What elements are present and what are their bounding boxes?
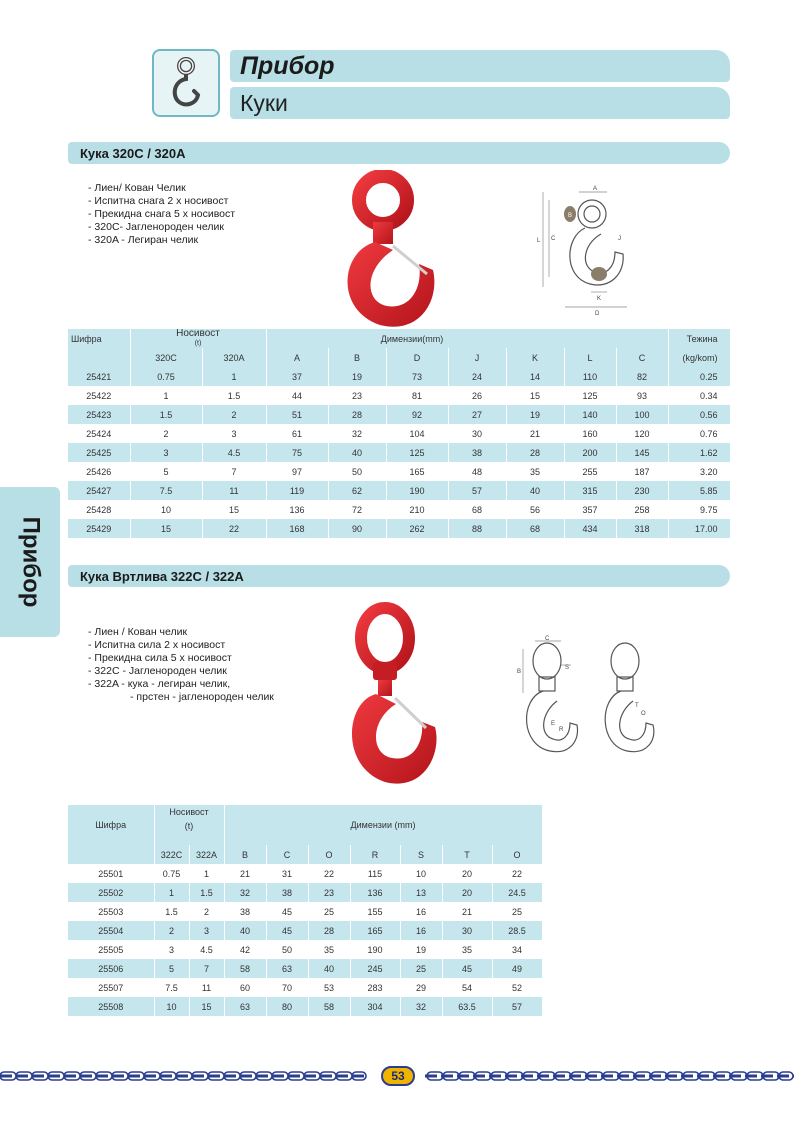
table-row [68, 443, 730, 462]
table-cell: 304 [350, 997, 400, 1016]
capacity-label: Носивост [169, 807, 209, 817]
list-item: - Прекидна снага 5 х носивост [88, 208, 235, 221]
dim-label: D [595, 311, 600, 317]
table-cell: 23 [308, 883, 350, 902]
dim-label: B [568, 213, 573, 219]
table-cell: 3 [202, 424, 266, 443]
table-cell: 40 [328, 443, 386, 462]
table-cell: 200 [564, 443, 616, 462]
table-cell: 1.5 [154, 902, 189, 921]
table-cell: 11 [202, 481, 266, 500]
table-cell: 53 [308, 978, 350, 997]
table-cell: 104 [386, 424, 448, 443]
table-row [68, 519, 730, 538]
table-cell: 22 [492, 864, 542, 883]
table-cell: 97 [266, 462, 328, 481]
col-header-dimensions: Димензии (mm) [224, 805, 542, 845]
list-item: - 322A - кука - легиран челик, [88, 678, 274, 691]
col-header-blank [68, 845, 154, 864]
table-cell: 25 [492, 902, 542, 921]
table-cell: 82 [616, 367, 668, 386]
table-body-322 [68, 864, 542, 1016]
table-cell: 28 [328, 405, 386, 424]
dim-label: C [545, 636, 550, 642]
table-cell: 258 [616, 500, 668, 519]
table-cell: 283 [350, 978, 400, 997]
dim-label: C [551, 236, 556, 242]
dim-label: J [618, 236, 621, 242]
table-cell: 5.85 [668, 481, 730, 500]
table-cell: 57 [492, 997, 542, 1016]
col-subheader: R [350, 845, 400, 864]
table-cell: 31 [266, 864, 308, 883]
table-cell: 40 [506, 481, 564, 500]
table-cell: 19 [506, 405, 564, 424]
table-row [68, 500, 730, 519]
table-row [68, 940, 542, 959]
table-cell: 2 [154, 921, 189, 940]
table-cell: 44 [266, 386, 328, 405]
table-cell: 25427 [68, 481, 130, 500]
table-cell: 110 [564, 367, 616, 386]
dim-label: K [597, 296, 602, 302]
capacity-unit: (t) [184, 821, 194, 831]
table-cell: 57 [448, 481, 506, 500]
capacity-label: Носивост [176, 328, 220, 339]
table-cell: 155 [350, 902, 400, 921]
table-cell: 434 [564, 519, 616, 538]
table-cell: 80 [266, 997, 308, 1016]
table-cell: 28 [308, 921, 350, 940]
table-cell: 35 [442, 940, 492, 959]
table-cell: 25505 [68, 940, 154, 959]
table-cell: 1 [202, 367, 266, 386]
list-item: - прстен - јагленороден челик [130, 691, 274, 703]
section-title-320-text: Кука 320C / 320A [80, 145, 186, 161]
table-cell: 28.5 [492, 921, 542, 940]
table-cell: 42 [224, 940, 266, 959]
table-cell: 27 [448, 405, 506, 424]
table-cell: 0.76 [668, 424, 730, 443]
table-cell: 81 [386, 386, 448, 405]
table-cell: 25502 [68, 883, 154, 902]
table-cell: 68 [448, 500, 506, 519]
table-cell: 1.5 [202, 386, 266, 405]
table-cell: 4.5 [202, 443, 266, 462]
col-header-dimensions: Димензии(mm) [266, 329, 668, 348]
table-cell: 25428 [68, 500, 130, 519]
table-cell: 10 [400, 864, 442, 883]
list-item: - 320C- Јагленороден челик [88, 221, 235, 234]
col-subheader: K [506, 348, 564, 367]
table-cell: 136 [350, 883, 400, 902]
col-subheader: (kg/kom) [668, 348, 730, 367]
table-cell: 58 [308, 997, 350, 1016]
list-item: - Испитна снага 2 х носивост [88, 195, 235, 208]
table-cell: 230 [616, 481, 668, 500]
table-cell: 187 [616, 462, 668, 481]
col-header-blank [68, 348, 130, 367]
list-item: - Испитна сила 2 х носивост [88, 639, 274, 652]
table-cell: 245 [350, 959, 400, 978]
table-row [68, 481, 730, 500]
dim-label: A [593, 186, 598, 192]
table-cell: 19 [328, 367, 386, 386]
table-cell: 51 [266, 405, 328, 424]
table-cell: 7.5 [130, 481, 202, 500]
chain-decoration-left [0, 1069, 370, 1083]
table-cell: 20 [442, 883, 492, 902]
table-row [68, 405, 730, 424]
table-cell: 9.75 [668, 500, 730, 519]
table-cell: 125 [564, 386, 616, 405]
feature-list-320 [88, 182, 235, 247]
col-header-weight: Тежина [668, 329, 730, 348]
table-cell: 25506 [68, 959, 154, 978]
table-cell: 165 [386, 462, 448, 481]
table-cell: 60 [224, 978, 266, 997]
table-cell: 1 [154, 883, 189, 902]
table-cell: 45 [266, 921, 308, 940]
table-cell: 262 [386, 519, 448, 538]
col-subheader: L [564, 348, 616, 367]
table-cell: 357 [564, 500, 616, 519]
col-header-code: Шифра [68, 329, 130, 348]
table-cell: 318 [616, 519, 668, 538]
table-cell: 35 [506, 462, 564, 481]
table-cell: 40 [308, 959, 350, 978]
dim-label: S [565, 665, 570, 671]
dim-label: R [559, 727, 564, 733]
col-header-capacity [154, 805, 224, 845]
table-row [68, 978, 542, 997]
col-header-capacity [130, 329, 266, 348]
table-cell: 13 [400, 883, 442, 902]
table-cell: 11 [189, 978, 224, 997]
table-cell: 63 [266, 959, 308, 978]
swivel-hook-dimension-drawing [515, 635, 675, 770]
table-row [68, 921, 542, 940]
col-subheader: 320C [130, 348, 202, 367]
eye-hook-photo [335, 170, 455, 335]
table-cell: 25429 [68, 519, 130, 538]
side-tab-label: Прибор [17, 516, 44, 608]
table-cell: 35 [308, 940, 350, 959]
table-cell: 70 [266, 978, 308, 997]
section-title-322-text: Кука Вртлива 322C / 322A [80, 568, 244, 584]
table-cell: 24 [448, 367, 506, 386]
table-cell: 90 [328, 519, 386, 538]
table-cell: 68 [506, 519, 564, 538]
table-cell: 88 [448, 519, 506, 538]
table-cell: 16 [400, 921, 442, 940]
col-subheader: D [386, 348, 448, 367]
table-cell: 29 [400, 978, 442, 997]
table-cell: 25508 [68, 997, 154, 1016]
table-cell: 21 [442, 902, 492, 921]
page-number [381, 1066, 415, 1086]
page-title: Прибор [240, 51, 335, 80]
list-item: - 320A - Легиран челик [88, 234, 235, 247]
table-cell: 14 [506, 367, 564, 386]
table-cell: 75 [266, 443, 328, 462]
table-cell: 50 [328, 462, 386, 481]
table-cell: 15 [202, 500, 266, 519]
col-subheader: J [448, 348, 506, 367]
table-cell: 17.00 [668, 519, 730, 538]
table-cell: 15 [506, 386, 564, 405]
table-cell: 10 [154, 997, 189, 1016]
table-cell: 54 [442, 978, 492, 997]
table-cell: 38 [224, 902, 266, 921]
section-title-320 [68, 142, 730, 164]
table-cell: 32 [328, 424, 386, 443]
table-cell: 25 [400, 959, 442, 978]
table-cell: 7 [189, 959, 224, 978]
list-item: - Лиен / Кован челик [88, 626, 274, 639]
page-subtitle: Куки [240, 89, 288, 116]
dim-label: E [551, 721, 556, 727]
col-subheader: O [492, 845, 542, 864]
section-title-322 [68, 565, 730, 587]
table-cell: 1 [189, 864, 224, 883]
table-cell: 25 [308, 902, 350, 921]
table-cell: 160 [564, 424, 616, 443]
col-subheader: C [266, 845, 308, 864]
table-cell: 5 [154, 959, 189, 978]
table-cell: 52 [492, 978, 542, 997]
table-cell: 19 [400, 940, 442, 959]
table-cell: 24.5 [492, 883, 542, 902]
table-cell: 0.56 [668, 405, 730, 424]
table-cell: 34 [492, 940, 542, 959]
table-cell: 25423 [68, 405, 130, 424]
feature-list-322 [88, 626, 274, 704]
table-cell: 61 [266, 424, 328, 443]
col-subheader: T [442, 845, 492, 864]
table-cell: 0.75 [130, 367, 202, 386]
table-cell: 49 [492, 959, 542, 978]
hook-320-table [68, 329, 731, 538]
table-cell: 48 [448, 462, 506, 481]
table-cell: 100 [616, 405, 668, 424]
list-item: - Лиен/ Кован Челик [88, 182, 235, 195]
table-cell: 210 [386, 500, 448, 519]
table-row [68, 959, 542, 978]
table-cell: 15 [189, 997, 224, 1016]
table-cell: 26 [448, 386, 506, 405]
table-cell: 7 [202, 462, 266, 481]
table-cell: 56 [506, 500, 564, 519]
capacity-unit: (t) [194, 340, 202, 347]
table-cell: 25422 [68, 386, 130, 405]
swivel-hook-photo [340, 602, 450, 792]
table-cell: 5 [130, 462, 202, 481]
table-cell: 25503 [68, 902, 154, 921]
side-tab [0, 487, 60, 637]
table-cell: 25425 [68, 443, 130, 462]
table-cell: 20 [442, 864, 492, 883]
table-cell: 25424 [68, 424, 130, 443]
table-cell: 168 [266, 519, 328, 538]
table-cell: 3 [154, 940, 189, 959]
table-cell: 1.62 [668, 443, 730, 462]
table-cell: 45 [442, 959, 492, 978]
table-cell: 38 [448, 443, 506, 462]
table-cell: 165 [350, 921, 400, 940]
col-subheader: B [328, 348, 386, 367]
table-cell: 4.5 [189, 940, 224, 959]
table-cell: 15 [130, 519, 202, 538]
table-cell: 3 [189, 921, 224, 940]
table-row [68, 864, 542, 883]
table-cell: 1 [130, 386, 202, 405]
table-cell: 21 [506, 424, 564, 443]
table-cell: 32 [400, 997, 442, 1016]
table-row [68, 462, 730, 481]
table-cell: 145 [616, 443, 668, 462]
table-cell: 92 [386, 405, 448, 424]
table-cell: 190 [386, 481, 448, 500]
title-bar [230, 50, 730, 82]
table-cell: 45 [266, 902, 308, 921]
table-cell: 190 [350, 940, 400, 959]
table-cell: 37 [266, 367, 328, 386]
table-cell: 25426 [68, 462, 130, 481]
table-cell: 40 [224, 921, 266, 940]
col-subheader: 320A [202, 348, 266, 367]
hook-320-dimension-drawing [535, 182, 640, 317]
dim-label: O [641, 711, 646, 717]
list-item: - Прекидна сила 5 х носивост [88, 652, 274, 665]
table-cell: 120 [616, 424, 668, 443]
table-cell: 136 [266, 500, 328, 519]
table-cell: 0.34 [668, 386, 730, 405]
hook-322-table [68, 805, 543, 1016]
table-cell: 3 [130, 443, 202, 462]
table-row [68, 424, 730, 443]
table-row [68, 386, 730, 405]
chain-decoration-right [425, 1069, 794, 1083]
table-cell: 25421 [68, 367, 130, 386]
table-cell: 255 [564, 462, 616, 481]
table-cell: 93 [616, 386, 668, 405]
table-row [68, 997, 542, 1016]
table-cell: 25504 [68, 921, 154, 940]
col-subheader: B [224, 845, 266, 864]
table-cell: 58 [224, 959, 266, 978]
table-row [68, 367, 730, 386]
table-cell: 21 [224, 864, 266, 883]
col-subheader: S [400, 845, 442, 864]
table-cell: 315 [564, 481, 616, 500]
table-cell: 119 [266, 481, 328, 500]
table-cell: 22 [202, 519, 266, 538]
col-subheader: 322C [154, 845, 189, 864]
table-cell: 50 [266, 940, 308, 959]
table-cell: 73 [386, 367, 448, 386]
table-cell: 32 [224, 883, 266, 902]
col-header-code: Шифра [68, 805, 154, 845]
subtitle-bar [230, 87, 730, 119]
table-row [68, 883, 542, 902]
dim-label: L [537, 238, 541, 244]
table-cell: 140 [564, 405, 616, 424]
col-subheader: C [616, 348, 668, 367]
table-cell: 62 [328, 481, 386, 500]
table-cell: 16 [400, 902, 442, 921]
table-cell: 63.5 [442, 997, 492, 1016]
table-cell: 0.75 [154, 864, 189, 883]
table-cell: 25507 [68, 978, 154, 997]
table-body-320 [68, 367, 730, 538]
table-cell: 1.5 [130, 405, 202, 424]
table-cell: 38 [266, 883, 308, 902]
table-cell: 1.5 [189, 883, 224, 902]
table-cell: 30 [442, 921, 492, 940]
col-subheader: O [308, 845, 350, 864]
table-cell: 23 [328, 386, 386, 405]
table-row [68, 902, 542, 921]
hook-logo-icon [152, 49, 220, 117]
table-cell: 115 [350, 864, 400, 883]
table-cell: 0.25 [668, 367, 730, 386]
list-item: - 322C - Јагленороден челик [88, 665, 274, 678]
dim-label: B [517, 669, 522, 675]
table-cell: 2 [130, 424, 202, 443]
table-cell: 25501 [68, 864, 154, 883]
table-cell: 3.20 [668, 462, 730, 481]
table-cell: 22 [308, 864, 350, 883]
page-number-text: 53 [391, 1069, 405, 1083]
table-cell: 30 [448, 424, 506, 443]
table-cell: 2 [202, 405, 266, 424]
table-cell: 63 [224, 997, 266, 1016]
table-cell: 125 [386, 443, 448, 462]
table-cell: 72 [328, 500, 386, 519]
table-cell: 7.5 [154, 978, 189, 997]
table-cell: 28 [506, 443, 564, 462]
table-cell: 10 [130, 500, 202, 519]
col-subheader: 322A [189, 845, 224, 864]
col-subheader: A [266, 348, 328, 367]
dim-label: T [635, 703, 639, 709]
table-cell: 2 [189, 902, 224, 921]
